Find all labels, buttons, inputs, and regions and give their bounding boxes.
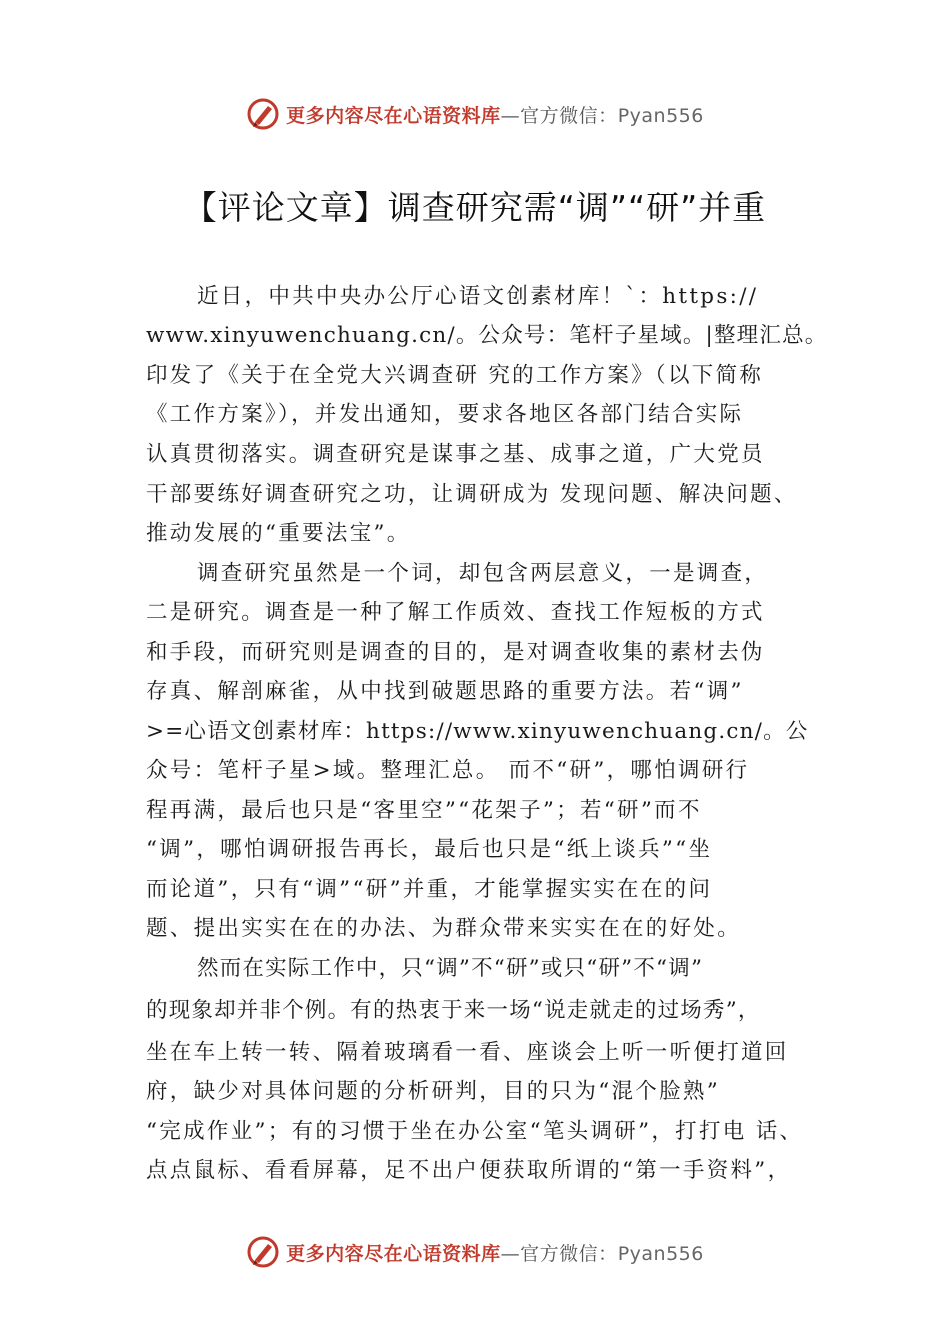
body-line: 认真贯彻落实。调查研究是谋事之基、成事之道，广大党员 bbox=[146, 442, 765, 467]
banner-text bbox=[286, 101, 704, 128]
body-line: 程再满，最后也只是“客里空”“花架子”；若“研”而不 bbox=[146, 798, 702, 823]
body-line: 调查研究虽然是一个词，却包含两层意义，一是调查， bbox=[197, 561, 769, 586]
body-line: 和手段，而研究则是调查的目的，是对调查收集的素材去伪 bbox=[146, 640, 765, 665]
body-line: 推动发展的“重要法宝”。 bbox=[146, 521, 411, 546]
banner-main-text: 更多内容尽在心语资料库 bbox=[286, 1242, 501, 1265]
body-line: “完成作业”；有的习惯于坐在办公室“笔头调研”，打打电 话、 bbox=[146, 1119, 804, 1144]
banner-main-text: 更多内容尽在心语资料库 bbox=[286, 104, 501, 127]
banner-dash: — bbox=[500, 104, 521, 127]
pen-logo-icon bbox=[246, 1235, 280, 1269]
body-line: 的现象却并非个例。有的热衷于来一场“说走就走的过场秀”， bbox=[146, 998, 761, 1023]
banner-wechat-id: Pyan556 bbox=[617, 1242, 704, 1265]
banner-text bbox=[286, 1239, 704, 1266]
body-line: 而论道”，只有“调”“研”并重，才能掌握实实在在的问 bbox=[146, 877, 713, 902]
body-line: 近日，中共中央办公厅心语文创素材库！`：https:// bbox=[197, 284, 759, 309]
footer-banner bbox=[0, 1232, 950, 1272]
body-line: 众号：笔杆子星>域。整理汇总。 而不“研”，哪怕调研行 bbox=[146, 758, 750, 783]
banner-official-label: 官方微信： bbox=[520, 104, 618, 127]
body-line: 二是研究。调查是一种了解工作质效、查找工作短板的方式 bbox=[146, 600, 765, 625]
body-line: 点点鼠标、看看屏幕，足不出户便获取所谓的“第一手资料”， bbox=[146, 1158, 792, 1183]
body-line: 然而在实际工作中，只“调”不“研”或只“研”不“调” bbox=[197, 956, 704, 981]
body-line: 《工作方案》），并发出通知，要求各地区各部门结合实际 bbox=[146, 402, 744, 427]
body-line: >=心语文创素材库：https://www.xinyuwenchuang.cn/。公 bbox=[146, 719, 809, 744]
body-line: “调”，哪怕调研报告再长，最后也只是“纸上谈兵”“坐 bbox=[146, 837, 713, 862]
header-banner bbox=[0, 94, 950, 134]
banner-dash: — bbox=[500, 1242, 521, 1265]
body-line: 干部要练好调查研究之功，让调研成为 发现问题、解决问题、 bbox=[146, 482, 798, 507]
body-line: www.xinyuwenchuang.cn/。公众号：笔杆子星域。|整理汇总。 bbox=[146, 323, 828, 348]
body-line: 题、提出实实在在的办法、为群众带来实实在在的好处。 bbox=[146, 916, 742, 941]
body-line: 印发了《关于在全党大兴调查研 究的工作方案》（以下简称 bbox=[146, 363, 764, 388]
banner-official-label: 官方微信： bbox=[520, 1242, 618, 1265]
body-line: 坐在车上转一转、隔着玻璃看一看、座谈会上听一听便打道回 bbox=[146, 1040, 789, 1065]
article-title: 【评论文章】调查研究需“调”“研”并重 bbox=[183, 188, 767, 227]
banner-wechat-id: Pyan556 bbox=[617, 104, 704, 127]
body-line: 存真、解剖麻雀，从中找到破题思路的重要方法。若“调” bbox=[146, 679, 744, 704]
body-line: 府，缺少对具体问题的分析研判，目的只为“混个脸熟” bbox=[146, 1079, 720, 1104]
pen-logo-icon bbox=[246, 97, 280, 131]
